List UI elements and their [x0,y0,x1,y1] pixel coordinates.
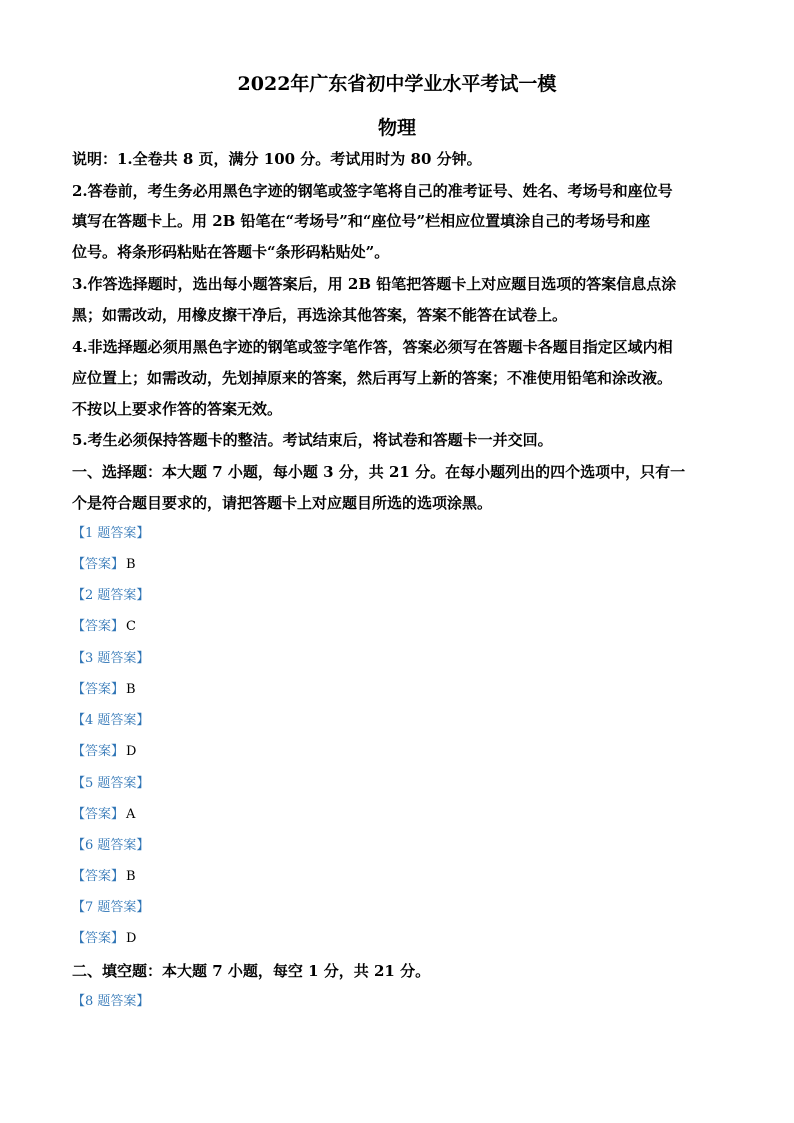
answer-value: B [126,557,136,572]
answer-row [72,806,135,824]
section-heading: 一、选择题：本大题 7 小题，每小题 3 分，共 21 分。在每小题列出的四个选项中，只有一 [72,463,686,481]
answer-row [72,930,136,948]
instruction-line: 填写在答题卡上。用 2B 铅笔在“考场号”和“座位号”栏相应位置填涂自己的考场号和座 [72,212,651,230]
instruction-line: 黑；如需改动，用橡皮擦干净后，再选涂其他答案，答案不能答在试卷上。 [72,306,568,324]
answer-value: B [126,869,136,884]
question-label [72,899,149,917]
answer-tag: 【答案】 [72,682,125,697]
answer-tag: 【答案】 [72,931,125,946]
question-label [72,712,149,730]
answer-value: C [126,619,136,634]
question-label [72,775,149,793]
answer-row [72,868,136,886]
answer-row [72,556,136,574]
question-number-label: 【4 题答案】 [72,713,150,728]
answer-row [72,743,136,761]
question-number-label: 【3 题答案】 [72,651,150,666]
subject-title: 物理 [377,117,416,139]
question-label [72,525,149,543]
question-number-label: 【5 题答案】 [72,776,150,791]
question-label [72,587,149,605]
question-label [72,837,149,855]
instruction-line: 位号。将条形码粘贴在答题卡“条形码粘贴处”。 [72,243,390,261]
answer-value: B [126,682,136,697]
instruction-line: 说明：1.全卷共 8 页，满分 100 分。考试用时为 80 分钟。 [72,150,482,168]
answer-row [72,618,136,636]
instruction-line: 3.作答选择题时，选出每小题答案后，用 2B 铅笔把答题卡上对应题目选项的答案信息点涂 [72,275,677,293]
answer-tag: 【答案】 [72,557,125,572]
question-label [72,650,149,668]
answer-tag: 【答案】 [72,807,125,822]
question-number-label: 【8 题答案】 [72,994,150,1009]
answer-value: D [126,744,137,759]
question-number-label: 【7 题答案】 [72,900,150,915]
instruction-line: 不按以上要求作答的答案无效。 [72,400,283,418]
answer-row [72,681,136,699]
answer-tag: 【答案】 [72,869,125,884]
answer-tag: 【答案】 [72,744,125,759]
instruction-line: 4.非选择题必须用黑色字迹的钢笔或签字笔作答，答案必须写在答题卡各题目指定区域内相 [72,338,673,356]
instruction-line: 应位置上；如需改动，先划掉原来的答案，然后再写上新的答案；不准使用铅笔和涂改液。 [72,369,673,387]
answer-tag: 【答案】 [72,619,125,634]
exam-title: 2022年广东省初中学业水平考试一模 [237,73,557,95]
question-number-label: 【2 题答案】 [72,588,150,603]
question-label [72,993,149,1011]
instruction-line: 2.答卷前，考生务必用黑色字迹的钢笔或签字笔将自己的准考证号、姓名、考场号和座位号 [72,182,673,200]
section-heading: 个是符合题目要求的，请把答题卡上对应题目所选的选项涂黑。 [72,494,493,512]
question-number-label: 【6 题答案】 [72,838,150,853]
section-heading: 二、填空题：本大题 7 小题，每空 1 分，共 21 分。 [72,962,431,980]
question-number-label: 【1 题答案】 [72,526,150,541]
answer-value: A [126,807,136,822]
instruction-line: 5.考生必须保持答题卡的整洁。考试结束后，将试卷和答题卡一并交回。 [72,431,553,449]
answer-value: D [126,931,137,946]
